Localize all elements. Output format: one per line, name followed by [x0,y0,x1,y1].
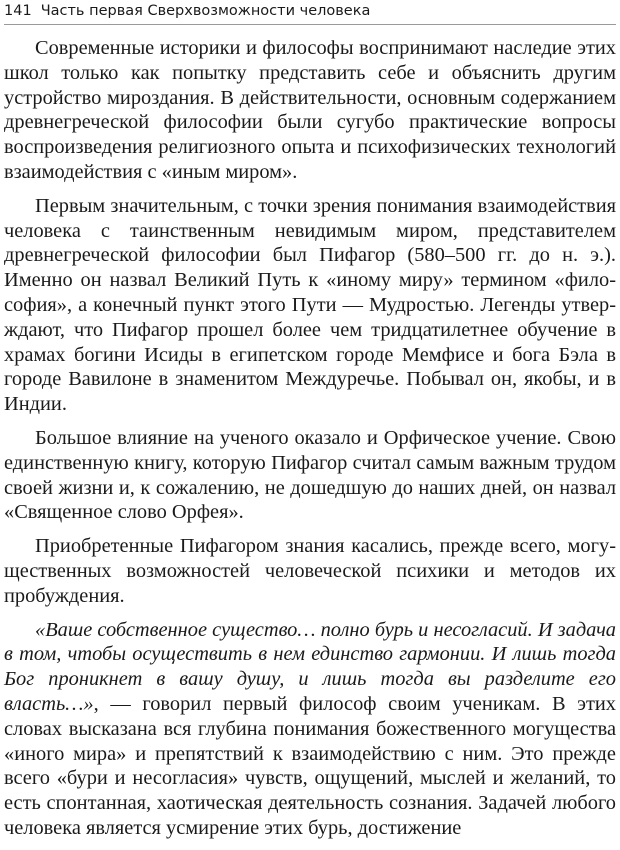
paragraph [4,618,616,841]
paragraph: Современные историки и философы воспринимают наследие этих школ только как попытку представить себе и объяснить другим устройство мироздания. В действительности, основным содержанием древнегреческой философии были сугубо практические вопросы воспроизведения религиозного опыта и психофизических технологий взаимодействия с «иным миром». [4,37,616,183]
paragraph: Большое влияние на ученого оказало и Орфическое учение. Свою единственную книгу, которую Пифагор считал самым важным трудом своей жизни и, к сожалению, не дошедшую до наших дней, он назвал «Священное слово Орфея». [4,426,616,524]
pythagoras-quote: «Ваше собственное существо… полно бурь и несогласий. И задача в том, чтобы осуществить в нем единство гармонии. И лишь тогда Бог проникнет в вашу душу, и лишь тогда вы разделите его власть…» [4,618,616,715]
paragraph-continuation: , — говорил первый философ своим ученикам. В этих словах высказана вся глубина понимания божественного могущества «иного мира» и препятствий к взаимодействию с ним. Это прежде всего «бури и несогласия» чувств, ощущений, мыслей и желаний, то есть спонтанная, хаотическая деятельность сознания. Задачей любого человека является усмирение этих бурь, достижение [4,692,616,839]
page-number: 141 [4,3,32,19]
running-title: Часть первая Сверхвозможности человека [40,3,371,19]
paragraph: Первым значительным, с точки зрения понимания взаимодействия человека с таинственным невидимым миром, представителем древнегреческой философии был Пифагор (580–500 гг. до н. э.). Именно он назвал Великий Путь к «иному миру» термином «философия», а конечный пункт этого Пути — Мудростью. Легенды утверждают, что Пифагор прошел более чем тридцатилетнее обучение в храмах богини Исиды в египетском городе Мемфисе и бога Бэла в городе Вавилоне в знаменитом Междуречье. Побывал он, якобы, и в Индии. [4,194,616,416]
paragraph: Приобретенные Пифагором знания касались, прежде всего, могущественных возможностей человеческой психики и методов их пробуждения. [4,535,616,607]
running-header [4,0,616,25]
page-body [4,36,616,850]
